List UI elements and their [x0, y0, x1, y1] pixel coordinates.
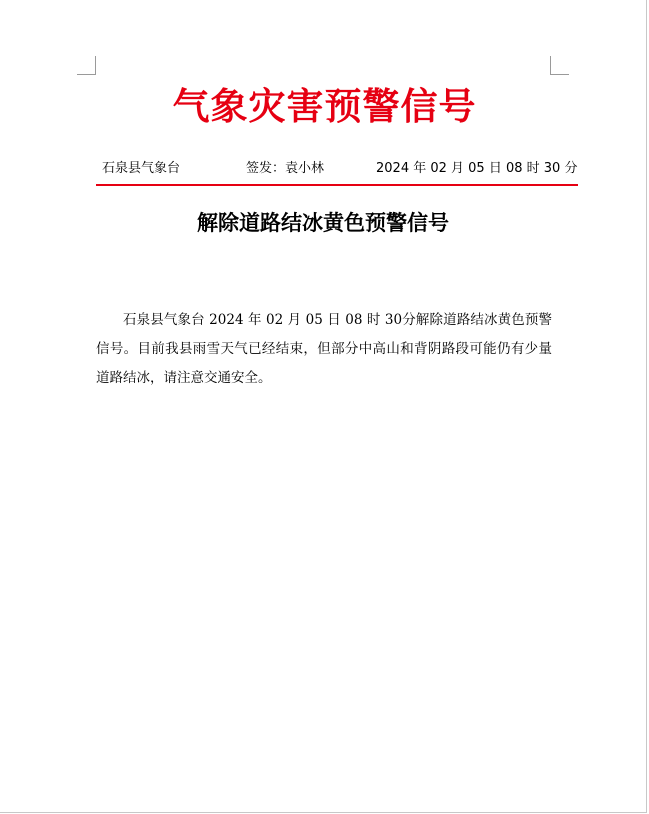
crop-mark-top-left: [77, 56, 96, 75]
issuing-organization: 石泉县气象台: [102, 161, 181, 176]
signal-title: 气象灾害预警信号: [172, 84, 477, 128]
crop-mark-top-right: [550, 56, 569, 75]
issue-datetime: 2024 年 02 月 05 日 08 时 30 分: [376, 161, 578, 176]
red-divider: [96, 184, 578, 186]
signer: 签发：袁小林: [246, 161, 325, 176]
body-paragraph: 石泉县气象台 2024 年 02 月 05 日 08 时 30分解除道路结冰黄色预警信号。目前我县雨雪天气已经结束，但部分中高山和背阴路段可能仍有少量道路结冰，请注意交通安全。: [96, 312, 552, 386]
document-heading: 解除道路结冰黄色预警信号: [197, 211, 449, 235]
